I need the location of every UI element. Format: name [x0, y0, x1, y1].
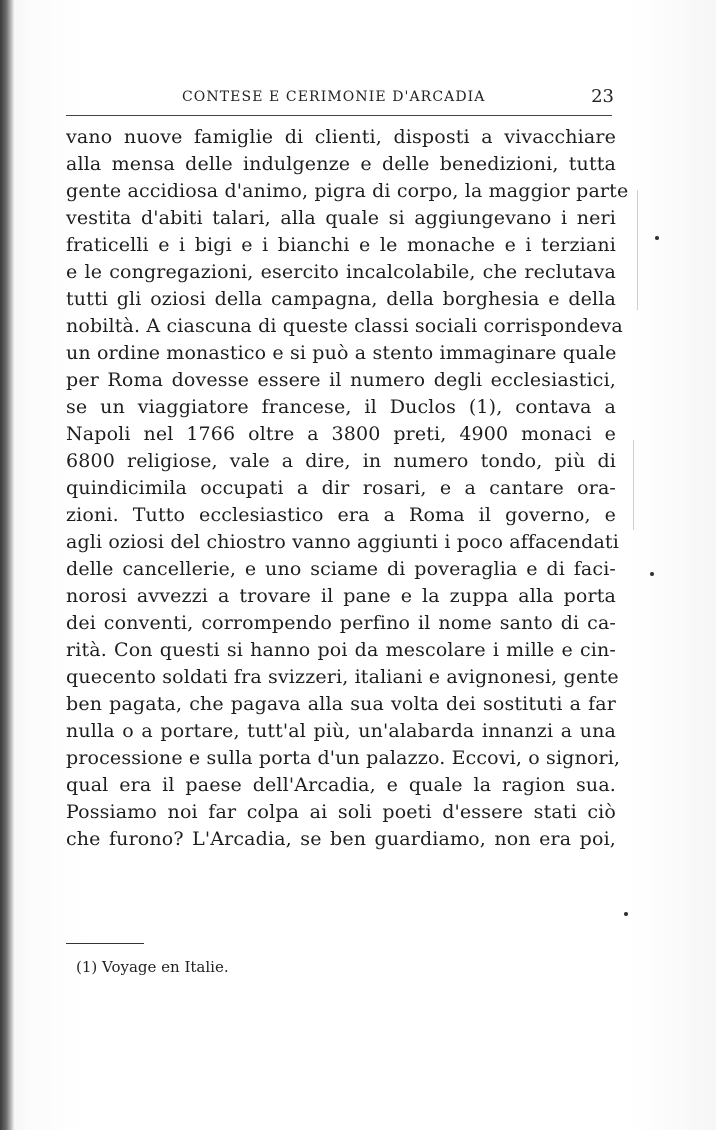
text-line: fraticelli e i bigi e i bianchi e le monache e i terziani	[66, 234, 616, 256]
ink-speck	[624, 912, 628, 916]
text-line: che furono? L'Arcadia, se ben guardiamo, non era poi,	[66, 828, 616, 850]
paper-mark	[637, 190, 638, 310]
page-number: 23	[591, 86, 614, 107]
text-line: un ordine monastico e si può a stento immaginare quale	[66, 342, 617, 364]
text-line: per Roma dovesse essere il numero degli ecclesiastici,	[66, 369, 616, 391]
text-line: qual era il paese dell'Arcadia, e quale la ragion sua.	[66, 774, 616, 796]
text-line: Possiamo noi far colpa ai soli poeti d'essere stati ciò	[66, 801, 616, 823]
text-line: Napoli nel 1766 oltre a 3800 preti, 4900 monaci e	[66, 423, 616, 445]
text-line: ben pagata, che pagava alla sua volta dei sostituti a far	[66, 693, 616, 715]
body-text	[66, 124, 629, 853]
text-line: nulla o a portare, tutt'al più, un'alabarda innanzi a una	[66, 720, 616, 742]
ink-speck	[650, 572, 654, 576]
running-title: CONTESE E CERIMONIE D'ARCADIA	[182, 89, 486, 105]
text-line: rità. Con questi si hanno poi da mescolare i mille e cin-	[66, 639, 616, 661]
text-line: vestita d'abiti talari, alla quale si aggiungevano i neri	[66, 207, 616, 229]
footnote-rule	[66, 943, 144, 944]
paper-mark	[633, 440, 634, 530]
text-line: se un viaggiatore francese, il Duclos (1), contava a	[66, 396, 616, 418]
text-line: quecento soldati fra svizzeri, italiani e avignonesi, gente	[66, 666, 619, 688]
text-line: delle cancellerie, e uno sciame di poveraglia e di faci-	[66, 558, 616, 580]
text-line: agli oziosi del chiostro vanno aggiunti i poco affacendati	[66, 531, 619, 553]
header-rule	[66, 115, 612, 116]
ink-speck	[655, 236, 659, 240]
text-line: gente accidiosa d'animo, pigra di corpo, la maggior parte	[66, 180, 629, 202]
text-line: dei conventi, corrompendo perfino il nome santo di ca-	[66, 612, 616, 634]
text-line: norosi avvezzi a trovare il pane e la zuppa alla porta	[66, 585, 616, 607]
text-line: processione e sulla porta d'un palazzo. Eccovi, o signori,	[66, 747, 621, 769]
text-line: 6800 religiose, vale a dire, in numero tondo, più di	[66, 450, 616, 472]
text-line: nobiltà. A ciascuna di queste classi sociali corrispondeva	[66, 315, 623, 337]
text-line: e le congregazioni, esercito incalcolabile, che reclutava	[66, 261, 616, 283]
text-line: quindicimila occupati a dir rosari, e a cantare ora-	[66, 477, 616, 499]
page-header	[66, 84, 622, 114]
text-line: vano nuove famiglie di clienti, disposti a vivacchiare	[66, 126, 616, 148]
footnote: (1) Voyage en Italie.	[76, 958, 229, 976]
text-line: alla mensa delle indulgenze e delle benedizioni, tutta	[66, 153, 616, 175]
text-line: tutti gli oziosi della campagna, della borghesia e della	[66, 288, 616, 310]
book-spine-shadow	[0, 0, 14, 1130]
text-line: zioni. Tutto ecclesiastico era a Roma il governo, e	[66, 504, 616, 526]
